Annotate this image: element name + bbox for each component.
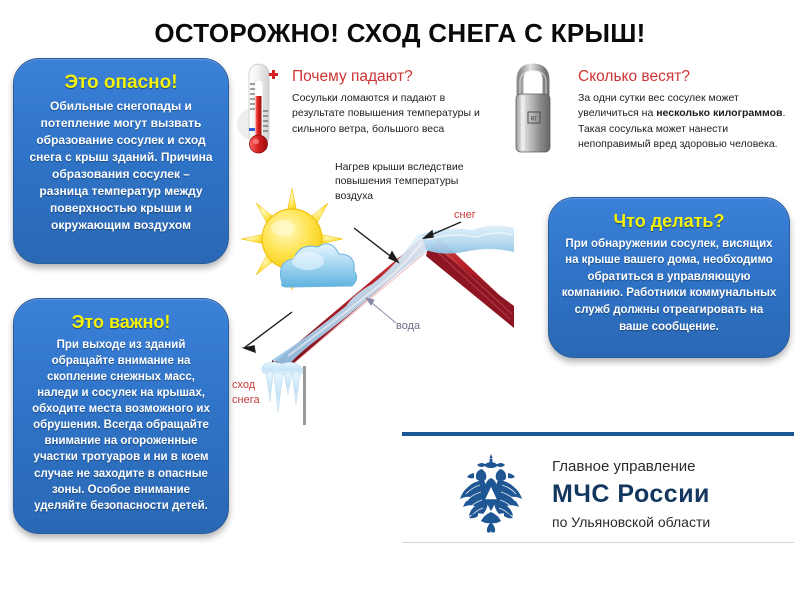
block-why-body: Сосульки ломаются и падают в результате повышения температуры и сильного ветра, большого веса: [292, 92, 480, 135]
card-danger-body: Обильные снегопады и потепление могут вызвать образование сосулек и сход снега с крыш зданий. Причина образования сосулек – разница температур между поверхностью крыши и окружающим воздухом: [29, 98, 213, 233]
weight-icon: [504, 58, 562, 162]
diagram-label-snow: снег: [454, 209, 476, 221]
roof-diagram: [226, 160, 522, 425]
water-pointer: [366, 298, 396, 323]
page-title: ОСТОРОЖНО! СХОД СНЕГА С КРЫШ!: [154, 18, 646, 48]
mchs-divider-bottom: [402, 542, 794, 543]
diagram-note-heating: Нагрев крыши вследствие повышения температуры воздуха: [335, 161, 464, 202]
mchs-line-name: МЧС России: [552, 480, 710, 508]
diagram-label-avalanche: сход снега: [232, 379, 260, 406]
icicles-icon: [262, 362, 303, 412]
snow-cap-right: [422, 225, 514, 253]
card-danger-title: Это опасно!: [64, 72, 178, 93]
block-why: [292, 68, 490, 137]
block-weigh-body-emphasis: несколько килограммов: [656, 107, 783, 120]
card-important-body: При выходе из зданий обращайте внимание на скопление снежных масс, наледи и сосулек на крышах, обходите места возможного их обрушения. Всегда обращайте внимание на огороженные участки тротуаров и ни в коем случае не заходите в опасные зоны. Особое внимание уделяйте безопасности детей.: [32, 338, 210, 512]
block-weigh-title: Сколько весят?: [578, 68, 690, 85]
thermometer-icon: [236, 58, 282, 162]
card-important-title: Это важно!: [71, 312, 171, 332]
mchs-line-department: Главное управление: [552, 458, 696, 475]
block-why-title: Почему падают?: [292, 68, 413, 85]
card-todo-title: Что делать?: [613, 211, 725, 231]
svg-text:кг: кг: [530, 113, 538, 123]
block-weigh-body-part2: . Такая сосулька может нанести непоправимый вред здоровью человека.: [578, 107, 786, 150]
block-weigh-body-part1: За одни сутки вес сосулек может увеличиться на: [578, 92, 739, 120]
wall-line: [303, 366, 306, 425]
mchs-line-region: по Ульяновской области: [552, 514, 711, 530]
card-danger: [13, 58, 229, 264]
block-weigh: [578, 68, 794, 152]
mchs-divider-top: [402, 432, 794, 436]
mchs-double-eagle-emblem: [448, 452, 534, 538]
card-todo: [548, 197, 790, 358]
card-important: [13, 298, 229, 534]
block-weigh-body: [578, 91, 794, 152]
diagram-label-water: вода: [396, 320, 421, 332]
card-todo-body: При обнаружении сосулек, висящих на крыше вашего дома, необходимо обратиться в управляющую компанию. Работники коммунальных служб должны отреагировать на ваше сообщение.: [561, 237, 777, 333]
mchs-block: [402, 432, 794, 544]
